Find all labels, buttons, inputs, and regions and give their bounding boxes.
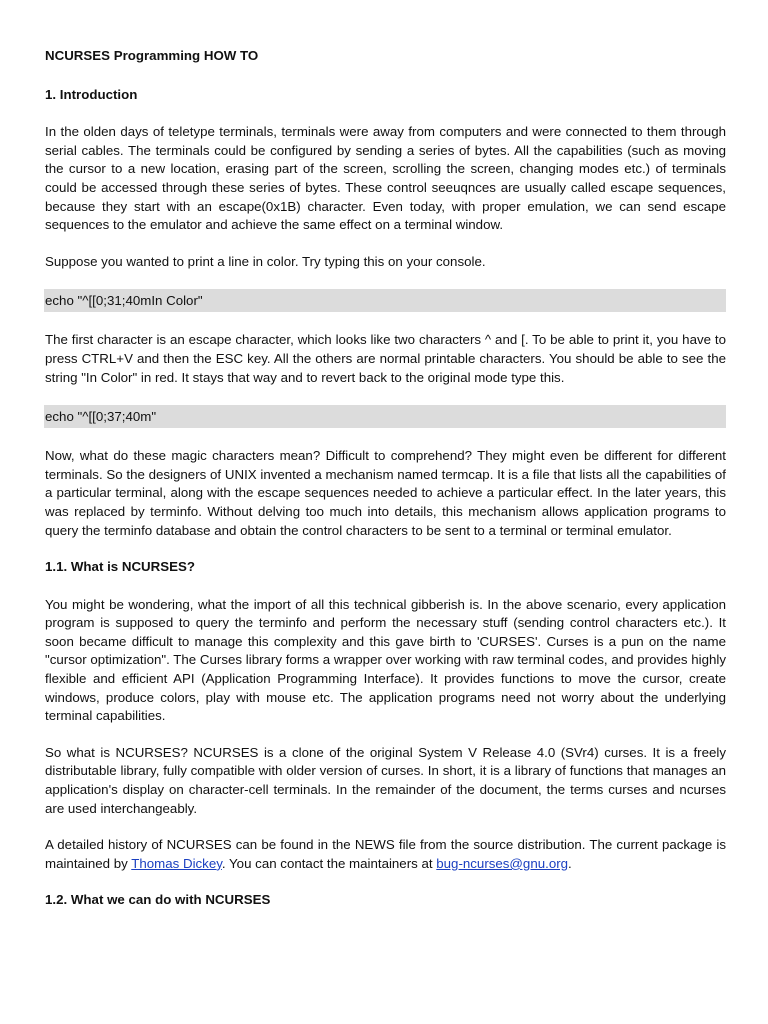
code-block-echo-color: echo "^[[0;31;40mIn Color" [44, 289, 726, 312]
paragraph-print-color: Suppose you wanted to print a line in color. Try typing this on your console. [45, 253, 486, 269]
paragraph-ncurses-clone: So what is NCURSES? NCURSES is a clone of the original System V Release 4.0 (SVr4) curses. It is a freely distributable library, fully compatible with older version of curses. In short, it is a library of functions that manages an application's display on character-cell terminals. In the remainder of the document, the terms curses and ncurses are used interchangeably. [45, 744, 726, 816]
history-text-part2: . You can contact the maintainers at [221, 855, 437, 871]
section-heading-what-we-can-do: 1.2. What we can do with NCURSES [45, 892, 271, 908]
maintainer-link[interactable]: Thomas Dickey [131, 855, 222, 871]
paragraph-intro-teletype: In the olden days of teletype terminals, terminals were away from computers and were connected to them through serial cables. The terminals could be configured by sending a series of bytes. All the capabilities (such as moving the cursor to a new location, erasing part of the screen, scrolling the screen, changing modes etc.) of terminals could be accessed through these series of bytes. These control seeuqnces are usually called escape sequences, because they start with an escape(0x1B) character. Even today, with proper emulation, we can send escape sequences to the emulator and achieve the same effect on a terminal window. [45, 124, 726, 233]
paragraph-escape-character: The first character is an escape character, which looks like two characters ^ and [. To be able to print it, you have to press CTRL+V and then the ESC key. All the others are normal printable characters. You should be able to see the string "In Color" in red. It stays that way and to revert back to the original mode type this. [45, 332, 726, 385]
section-heading-what-is-ncurses: 1.1. What is NCURSES? [45, 559, 195, 575]
history-text-part3: . [568, 855, 572, 871]
history-text-part1: A detailed history of NCURSES can be found in the NEWS file from the source distribution. The current package is maintained by [45, 837, 726, 871]
code-block-echo-reset: echo "^[[0;37;40m" [44, 405, 726, 428]
email-link[interactable]: bug-ncurses@gnu.org [436, 855, 569, 871]
section-heading-introduction: 1. Introduction [45, 86, 138, 102]
paragraph-termcap: Now, what do these magic characters mean? Difficult to comprehend? They might even be different for different terminals. So the designers of UNIX invented a mechanism named termcap. It is a file that lists all the capabilities of a particular terminal, along with the escape sequences needed to achieve a particular effect. In the later years, this was replaced by terminfo. Without delving too much into details, this mechanism allows application programs to query the terminfo database and obtain the control characters to be sent to a terminal or terminal emulator. [45, 448, 726, 538]
paragraph-ncurses-history [45, 836, 726, 873]
document-page [45, 47, 726, 929]
document-title: NCURSES Programming HOW TO [45, 48, 259, 63]
paragraph-curses-origin: You might be wondering, what the import of all this technical gibberish is. In the above scenario, every application program is supposed to query the terminfo and perform the necessary stuff (sending control characters etc.). It soon became difficult to manage this complexity and this gave birth to 'CURSES'. Curses is a pun on the name "cursor optimization". The Curses library forms a wrapper over working with raw terminal codes, and provides highly flexible and efficient API (Application Programming Interface). It provides functions to move the cursor, create windows, produce colors, play with mouse etc. The application programs need not worry about the underlying terminal capabilities. [45, 596, 726, 724]
